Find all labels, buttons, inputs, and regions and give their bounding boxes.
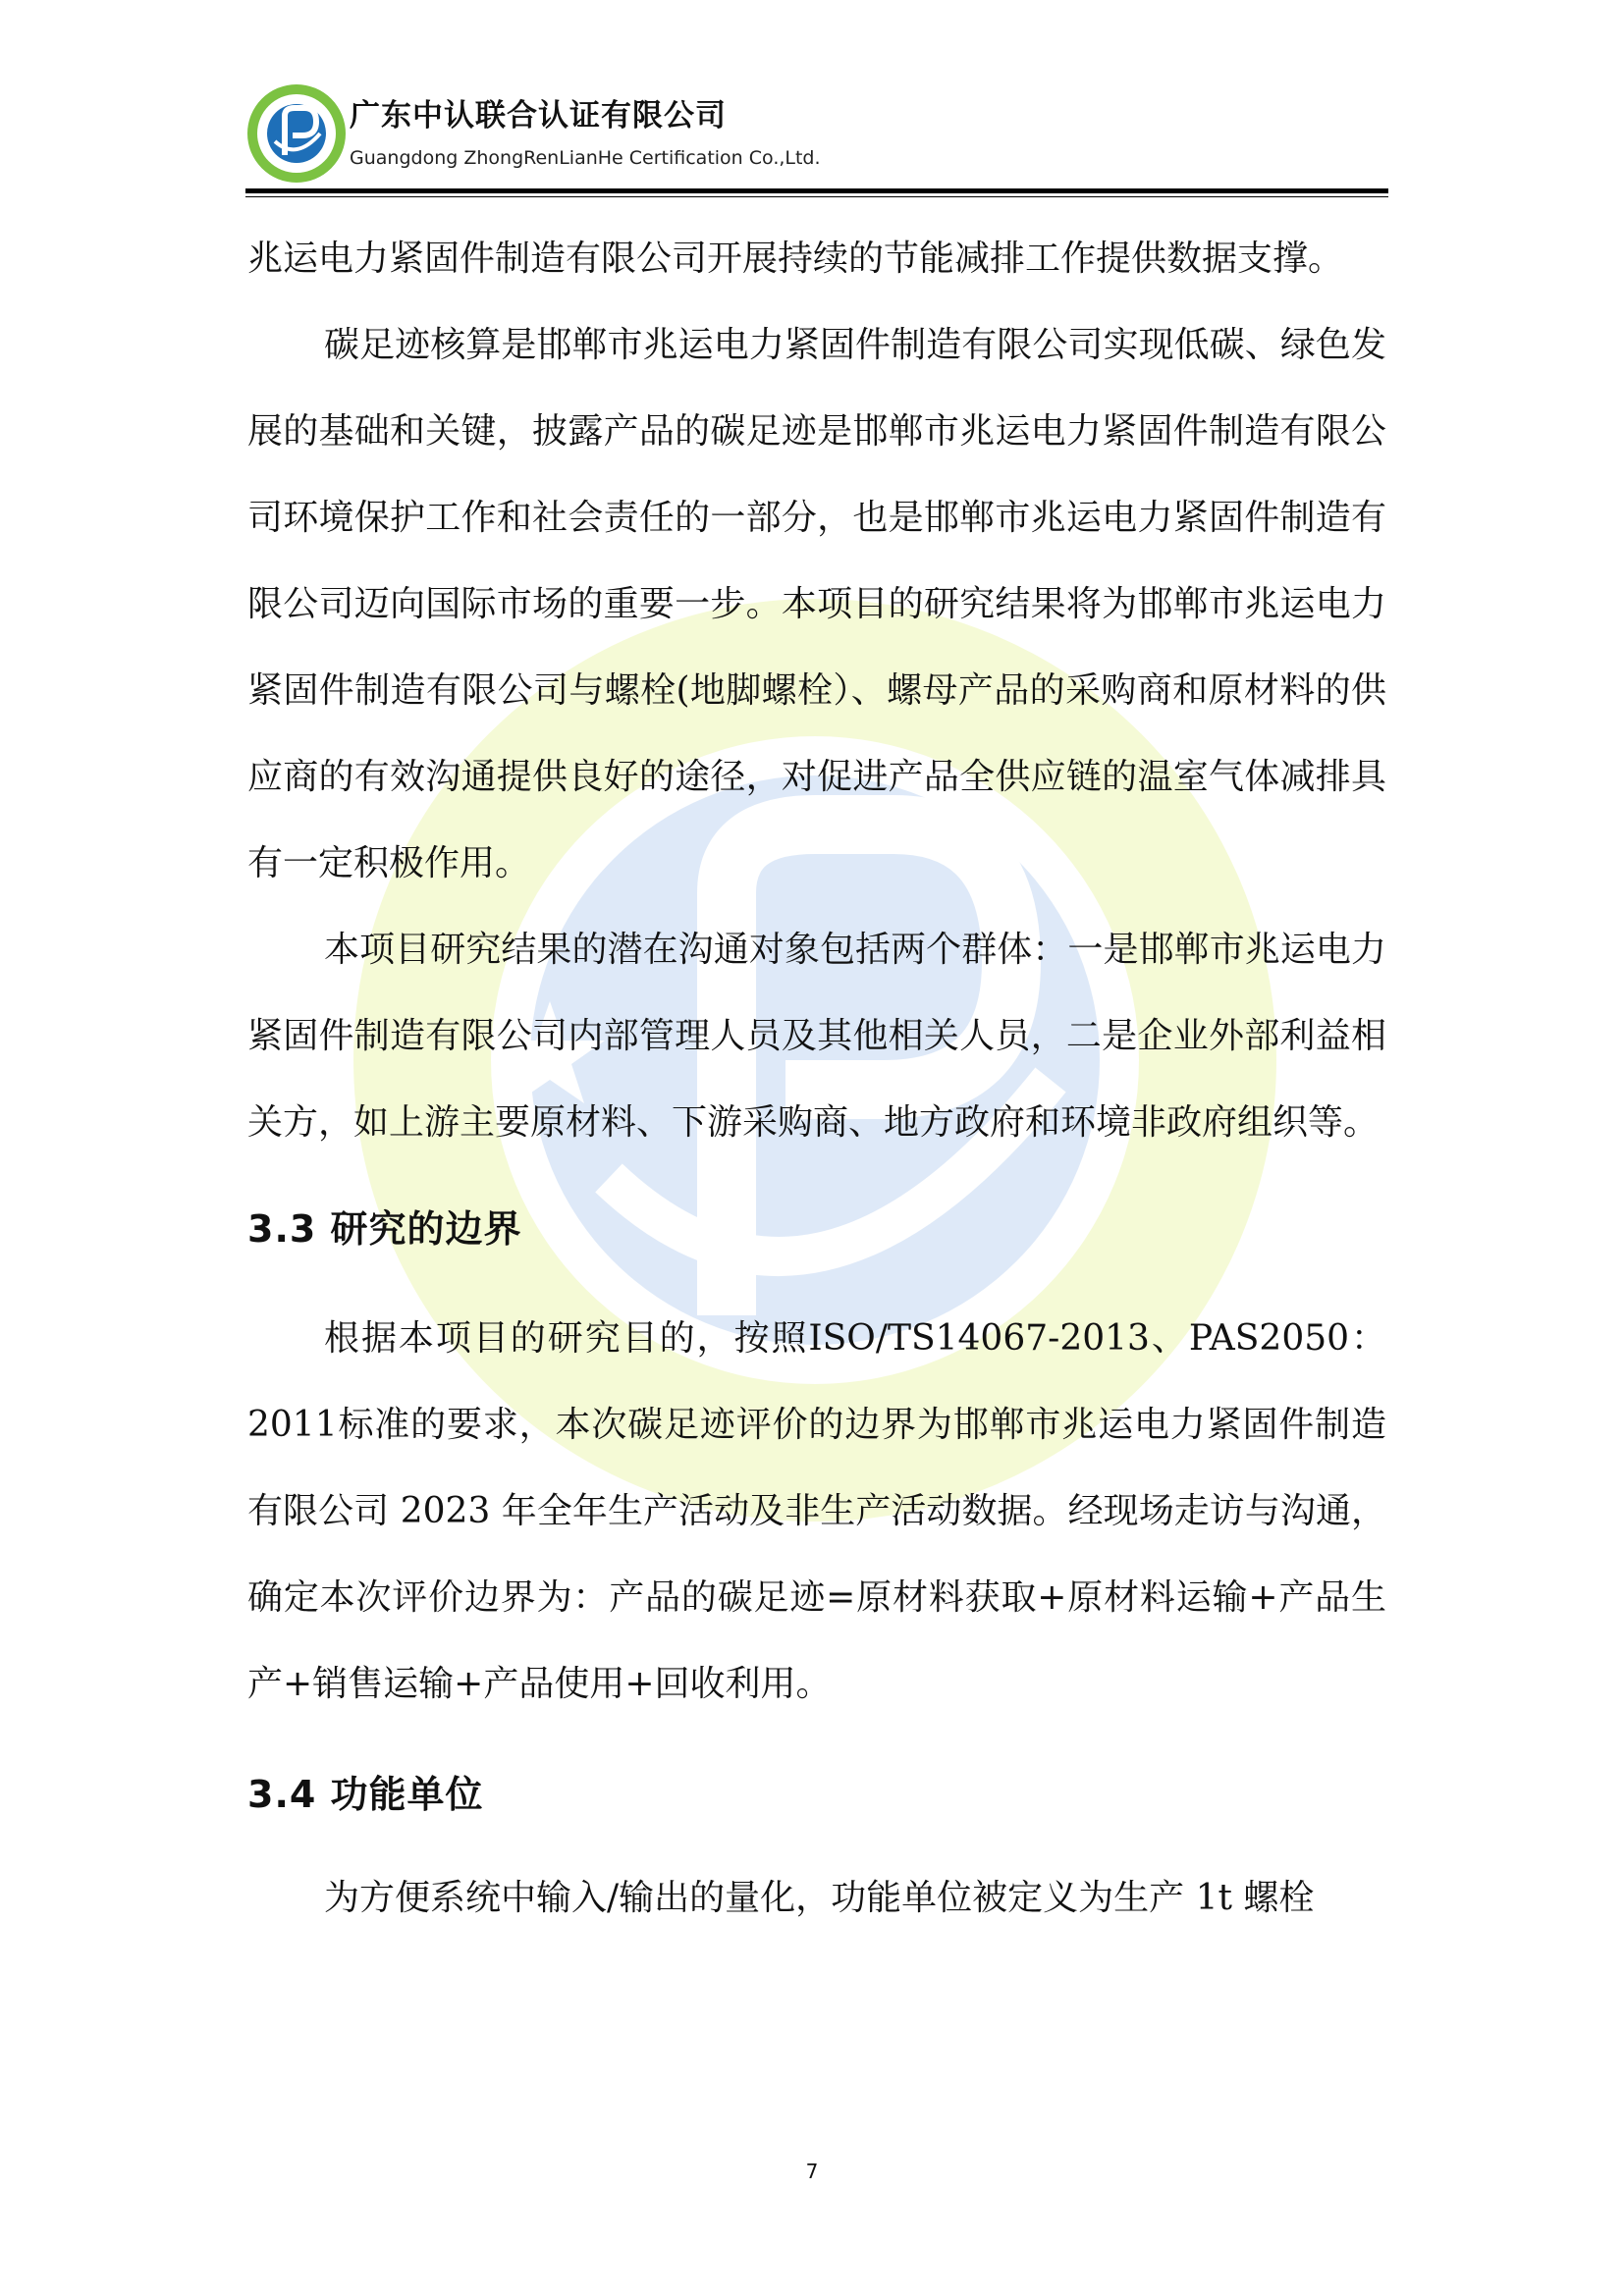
logo-ring-text: ZHONG REN LIAN HE REN ZHENG bbox=[258, 102, 335, 172]
section-heading-3-3: 3.3 研究的边界 bbox=[247, 1207, 522, 1251]
header-divider-thin bbox=[245, 196, 1388, 197]
paragraph-3: 本项目研究结果的潜在沟通对象包括两个群体：一是邯郸市兆运电力紧固件制造有限公司内部管理人员及其他相关人员，二是企业外部利益相关方，如上游主要原材料、下游采购商、地方政府和环境非政府组织等。 bbox=[247, 930, 1386, 1143]
paragraph-5: 为方便系统中输入/输出的量化，功能单位被定义为生产 1t 螺栓 bbox=[324, 1878, 1315, 1918]
company-name-cn: 广东中认联合认证有限公司 bbox=[350, 98, 727, 133]
page-number: 7 bbox=[805, 2160, 819, 2183]
company-name-en: Guangdong ZhongRenLianHe Certification Co.,Ltd. bbox=[350, 147, 821, 169]
paragraph-1: 兆运电力紧固件制造有限公司开展持续的节能减排工作提供数据支撑。 bbox=[247, 239, 1344, 279]
header-divider-thick bbox=[245, 188, 1388, 193]
document-body bbox=[247, 216, 1386, 1942]
page-header bbox=[245, 82, 1388, 200]
paragraph-4: 根据本项目的研究目的，按照ISO/TS14067-2013、PAS2050：2011标准的要求，本次碳足迹评价的边界为邯郸市兆运电力紧固件制造有限公司 2023 年全年生产活动及非生产活动数据。经现场走访与沟通，确定本次评价边界为：产品的碳足迹=原材料获取+原材料运输+产品生产+销售运输+产品使用+回收利用。 bbox=[247, 1318, 1386, 1704]
section-heading-3-4: 3.4 功能单位 bbox=[247, 1773, 484, 1816]
company-logo bbox=[245, 82, 348, 185]
paragraph-2: 碳足迹核算是邯郸市兆运电力紧固件制造有限公司实现低碳、绿色发展的基础和关键，披露产品的碳足迹是邯郸市兆运电力紧固件制造有限公司环境保护工作和社会责任的一部分，也是邯郸市兆运电力紧固件制造有限公司迈向国际市场的重要一步。本项目的研究结果将为邯郸市兆运电力紧固件制造有限公司与螺栓(地脚螺栓）、螺母产品的采购商和原材料的供应商的有效沟通提供良好的途径，对促进产品全供应链的温室气体减排具有一定积极作用。 bbox=[247, 325, 1386, 883]
